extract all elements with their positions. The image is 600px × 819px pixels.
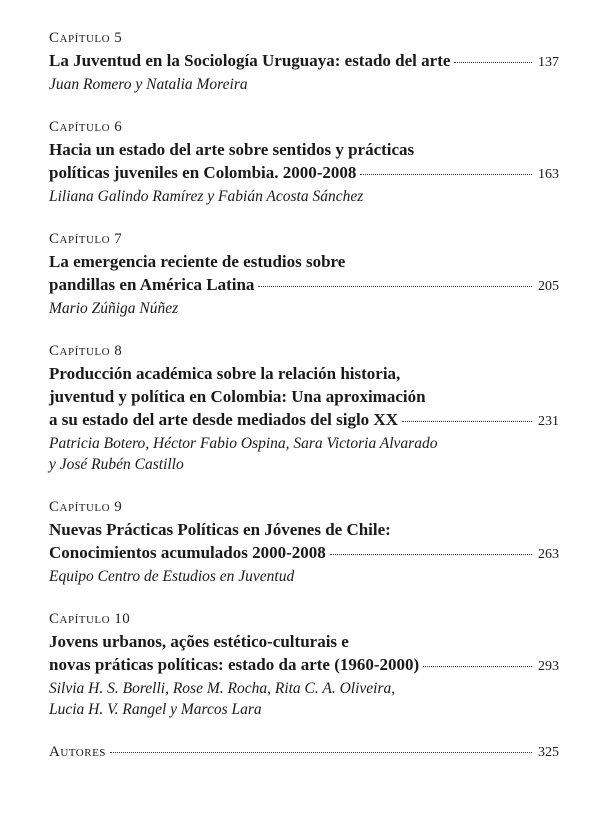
chapter-title-line <box>49 408 559 433</box>
dot-leader <box>423 665 532 667</box>
dot-leader <box>402 420 532 422</box>
page-number: 293 <box>538 659 559 674</box>
chapter-title-text: juventud y política en Colombia: Una aproximación <box>49 387 426 406</box>
chapter-title-text: Hacia un estado del arte sobre sentidos y prácticas <box>49 140 415 159</box>
page-number: 137 <box>538 55 559 70</box>
chapter-label: Capítulo 10 <box>49 611 131 627</box>
toc-entry-chapter-9 <box>49 497 559 587</box>
dot-leader <box>454 61 532 63</box>
chapter-label: Capítulo 9 <box>49 499 123 515</box>
table-of-contents <box>49 28 559 763</box>
chapter-title-text: Jovens urbanos, ações estético-culturais e <box>49 632 349 651</box>
toc-entry-chapter-6 <box>49 117 559 207</box>
page-number: 325 <box>538 745 559 760</box>
chapter-title-line <box>49 273 559 298</box>
dot-leader <box>330 553 532 555</box>
chapter-authors: Patricia Botero, Héctor Fabio Ospina, Sara Victoria Alvarado <box>49 435 438 452</box>
chapter-authors: y José Rubén Castillo <box>49 456 184 473</box>
chapter-title-text: novas práticas políticas: estado da arte (1960-2000) <box>49 655 420 674</box>
chapter-title-text: Nuevas Prácticas Políticas en Jóvenes de Chile: <box>49 520 391 539</box>
toc-entry-authors <box>49 742 559 763</box>
chapter-label: Capítulo 8 <box>49 343 123 359</box>
chapter-authors: Juan Romero y Natalia Moreira <box>49 76 248 93</box>
toc-entry-chapter-10 <box>49 609 559 720</box>
page-number: 163 <box>538 167 559 182</box>
chapter-title-text: Conocimientos acumulados 2000-2008 <box>49 543 326 562</box>
toc-entry-chapter-7 <box>49 229 559 319</box>
chapter-title-line <box>49 49 559 74</box>
chapter-authors: Liliana Galindo Ramírez y Fabián Acosta Sánchez <box>49 188 364 205</box>
dot-leader <box>360 173 532 175</box>
authors-section-label: Autores <box>49 744 106 760</box>
dot-leader <box>110 751 532 753</box>
chapter-title-text: a su estado del arte desde mediados del siglo XX <box>49 410 398 429</box>
chapter-label: Capítulo 7 <box>49 231 123 247</box>
dot-leader <box>258 285 532 287</box>
toc-entry-chapter-8 <box>49 341 559 475</box>
chapter-authors: Equipo Centro de Estudios en Juventud <box>49 568 295 585</box>
chapter-label: Capítulo 5 <box>49 30 123 46</box>
chapter-authors: Silvia H. S. Borelli, Rose M. Rocha, Rita C. A. Oliveira, <box>49 680 396 697</box>
chapter-title-text: La emergencia reciente de estudios sobre <box>49 252 346 271</box>
chapter-title-line <box>49 541 559 566</box>
chapter-title-line <box>49 653 559 678</box>
page-number: 263 <box>538 547 559 562</box>
chapter-authors: Lucia H. V. Rangel y Marcos Lara <box>49 701 262 718</box>
chapter-title-text: políticas juveniles en Colombia. 2000-2008 <box>49 163 357 182</box>
page-number: 231 <box>538 414 559 429</box>
chapter-authors: Mario Zúñiga Núñez <box>49 300 179 317</box>
chapter-title-text: La Juventud en la Sociología Uruguaya: estado del arte <box>49 51 451 70</box>
chapter-title-text: pandillas en América Latina <box>49 275 255 294</box>
chapter-label: Capítulo 6 <box>49 119 123 135</box>
toc-entry-chapter-5 <box>49 28 559 95</box>
chapter-title-text: Producción académica sobre la relación historia, <box>49 364 401 383</box>
page-number: 205 <box>538 279 559 294</box>
chapter-title-line <box>49 161 559 186</box>
